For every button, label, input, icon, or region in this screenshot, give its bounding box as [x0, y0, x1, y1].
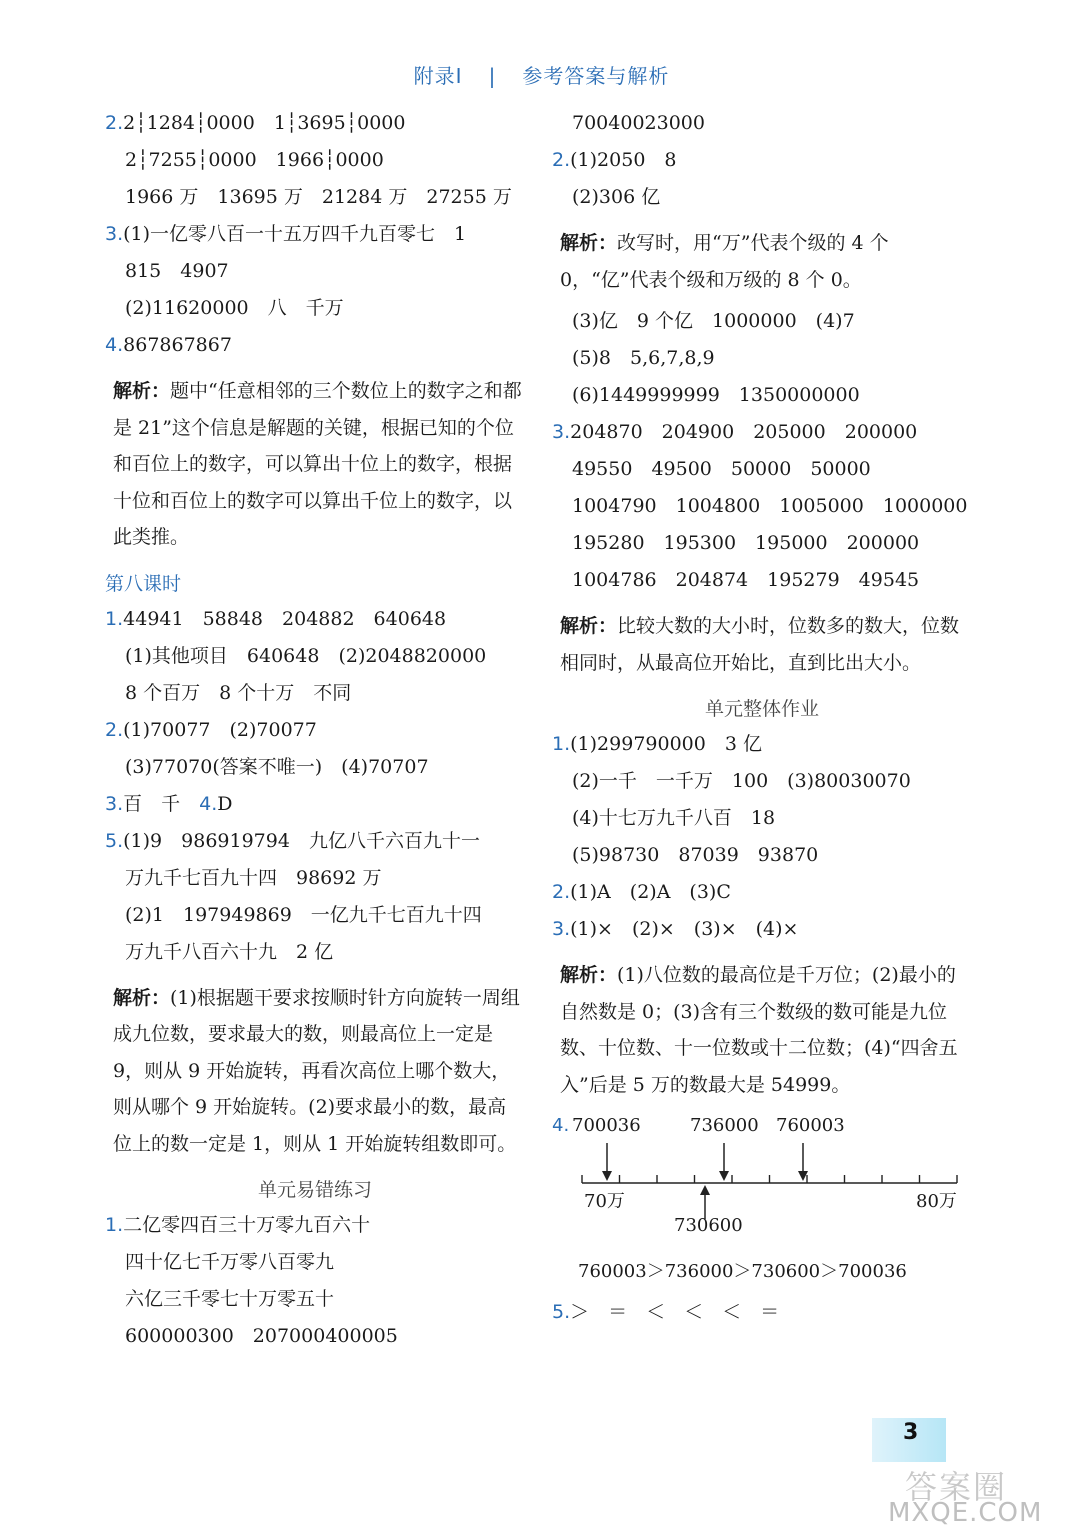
answer-text: (1)9 986919794 九亿八千六百九十一 — [123, 829, 480, 852]
answer-line — [552, 491, 972, 528]
answer-line — [105, 256, 525, 293]
answer-line — [105, 1321, 525, 1358]
question-number: 2. — [552, 149, 571, 171]
answer-line — [105, 752, 525, 789]
answer-line — [105, 900, 525, 937]
answers-block-1 — [105, 108, 525, 367]
answer-text: 1004786 204874 195279 49545 — [572, 569, 920, 591]
answer-text: (4)十七万九千八百 18 — [572, 807, 776, 829]
answer-line — [552, 565, 972, 602]
nl-top-label-2: 736000 — [690, 1115, 759, 1136]
answer-line — [105, 145, 525, 182]
answer-line — [105, 937, 525, 974]
question-number: 3. — [552, 918, 571, 940]
answer-text: (1)299790000 3 亿 — [570, 733, 762, 755]
question-number: 3. — [105, 792, 124, 815]
number-line-figure — [552, 1111, 972, 1311]
answer-line — [552, 306, 972, 343]
question-number: 1. — [105, 1214, 124, 1236]
answer-text: 600000300 207000400005 — [125, 1325, 398, 1347]
explanation-1: 解析：题中“任意相邻的三个数位上的数字之和都是 21”这个信息是解题的关键，根据已知的个位和百位上的数字，可以算出十位上的数字，根据十位和百位上的数字可以算出千位上的数字，以此类推。 — [113, 380, 522, 548]
nl-top-label-1: 700036 — [572, 1115, 641, 1136]
answer-line — [552, 528, 972, 565]
answer-line — [105, 1210, 525, 1247]
answer-text: 195280 195300 195000 200000 — [572, 532, 920, 554]
right-column — [552, 108, 972, 1334]
answer-text: 1004790 1004800 1005000 1000000 — [572, 495, 968, 517]
answers-block-r2 — [552, 306, 972, 602]
answer-line — [552, 417, 972, 454]
header-appendix: 附录Ⅰ — [413, 64, 463, 88]
answer-line — [552, 380, 972, 417]
arrowhead-736000 — [719, 1171, 729, 1181]
question-number: 5. — [105, 829, 124, 852]
watermark-url: MXQE.COM — [888, 1498, 1043, 1528]
answer-line — [552, 454, 972, 491]
answer-line — [105, 604, 525, 641]
answer-line — [105, 641, 525, 678]
question-number: 4. — [105, 334, 124, 356]
question-number: 3. — [552, 421, 571, 443]
arrowhead-700036 — [602, 1171, 612, 1181]
nl-bottom-label: 730600 — [674, 1215, 743, 1236]
answer-text: (3)77070(答案不唯一) (4)70707 — [125, 755, 429, 778]
question-number: 2. — [105, 718, 124, 741]
answer-text: (1)2050 8 — [570, 149, 677, 171]
arrowhead-730600 — [700, 1185, 710, 1195]
answer-text: 8 个百万 8 个十万 不同 — [125, 681, 352, 704]
answer-line — [105, 1284, 525, 1321]
answer-line — [552, 803, 972, 840]
explanation-r2: 解析：比较大数的大小时，位数多的数大，位数相同时，从最高位开始比，直到比出大小。 — [560, 615, 960, 674]
answer-line — [105, 182, 525, 219]
answer-text: 万九千八百六十九 2 亿 — [125, 940, 334, 963]
answer-line — [552, 840, 972, 877]
answer-line — [105, 330, 525, 367]
question-number: 3. — [105, 223, 124, 245]
nl-right-end: 80万 — [916, 1191, 957, 1212]
answer-text: 49550 49500 50000 50000 — [572, 458, 871, 480]
answer-line — [105, 293, 525, 330]
answers-block-r1 — [552, 108, 972, 219]
answer-line-q5: 5.＞ ＝ ＜ ＜ ＜ ＝ — [552, 1301, 780, 1323]
answer-text: D — [217, 792, 233, 815]
answer-line — [105, 789, 525, 826]
nl-left-end: 70万 — [584, 1191, 625, 1212]
answer-line — [105, 863, 525, 900]
answer-line — [552, 182, 972, 219]
answer-text: 百 千 — [123, 792, 200, 815]
comparison-answer: 760003＞736000＞730600＞700036 — [578, 1261, 907, 1282]
section-lesson-8: 第八课时 — [105, 572, 182, 595]
answer-text: 万九千七百九十四 98692 万 — [125, 866, 382, 889]
question-number: 2. — [105, 112, 124, 134]
answer-text: 二亿零四百三十万零九百六十 — [123, 1214, 371, 1236]
explanation-r1: 解析：改写时，用“万”代表个级的 4 个 0，“亿”代表个级和万级的 8 个 0。 — [560, 232, 889, 291]
answer-text: (2)306 亿 — [572, 186, 661, 208]
question-number: 1. — [552, 733, 571, 755]
answer-text: 815 4907 — [125, 260, 229, 282]
answer-text: (2)11620000 八 千万 — [125, 297, 344, 319]
number-line-svg — [552, 1111, 972, 1241]
answer-line — [552, 343, 972, 380]
answer-text: (6)1449999999 1350000000 — [572, 384, 860, 406]
answer-text: 2┆7255┆0000 1966┆0000 — [125, 149, 384, 171]
answer-line — [552, 145, 972, 182]
answer-line — [105, 715, 525, 752]
left-column — [105, 108, 525, 1358]
question-number: 4. — [552, 1115, 570, 1136]
answer-text: (1)其他项目 640648 (2)2048820000 — [125, 644, 487, 667]
answer-line — [105, 826, 525, 863]
page-number: 3 — [903, 1420, 919, 1445]
answer-line — [552, 729, 972, 766]
answer-line — [105, 1247, 525, 1284]
answer-text: 70040023000 — [572, 112, 705, 134]
answer-text: (5)8 5,6,7,8,9 — [572, 347, 715, 369]
answer-text: 六亿三千零七十万零五十 — [125, 1288, 335, 1310]
answer-text: 204870 204900 205000 200000 — [570, 421, 918, 443]
header-title: 参考答案与解析 — [522, 64, 670, 88]
nl-top-label-3: 760003 — [776, 1115, 845, 1136]
answers-block-3 — [105, 1210, 525, 1358]
answer-text: (1)70077 (2)70077 — [123, 718, 317, 741]
answer-line — [552, 108, 972, 145]
answer-text: 44941 58848 204882 640648 — [123, 607, 447, 630]
page-header: 附录Ⅰ | 参考答案与解析 — [413, 64, 670, 88]
answer-line — [105, 108, 525, 145]
answer-text: 2┆1284┆0000 1┆3695┆0000 — [123, 112, 406, 134]
answer-line — [552, 914, 972, 951]
question-number: 4. — [199, 792, 218, 815]
answer-text: (2)一千 一千万 100 (3)80030070 — [572, 770, 911, 792]
answer-text: (2)1 197949869 一亿九千七百九十四 — [125, 903, 482, 926]
section-unit-homework: 单元整体作业 — [704, 698, 819, 720]
answer-text: 四十亿七千万零八百零九 — [125, 1251, 335, 1273]
answers-block-2 — [105, 604, 525, 974]
answer-line — [105, 678, 525, 715]
section-unit-errors: 单元易错练习 — [257, 1179, 372, 1201]
explanation-2: 解析：(1)根据题干要求按顺时针方向旋转一周组成九位数，要求最大的数，则最高位上一定是 9，则从 9 开始旋转，再看次高位上哪个数大，则从哪个 9 开始旋转。(2)要求最小的数，最高位上的数一定是 1，则从 1 开始旋转组数即可。 — [113, 986, 520, 1155]
answer-line — [552, 766, 972, 803]
answers-block-r3 — [552, 729, 972, 951]
answer-text: (1)一亿零八百一十五万四千九百零七 1 — [123, 223, 467, 245]
question-number: 2. — [552, 881, 571, 903]
question-number: 1. — [105, 607, 124, 630]
answer-line — [552, 877, 972, 914]
answer-line — [105, 219, 525, 256]
explanation-r3: 解析：(1)八位数的最高位是千万位；(2)最小的自然数是 0；(3)含有三个数级的数可能是九位数、十位数、十一位数或十二位数；(4)“四舍五入”后是 5 万的数最大是 54999。 — [560, 964, 958, 1096]
answer-text: (1)× (2)× (3)× (4)× — [570, 918, 799, 940]
answer-text: (5)98730 87039 93870 — [572, 844, 819, 866]
answer-text: 867867867 — [123, 334, 232, 356]
answer-text: (3)亿 9 个亿 1000000 (4)7 — [572, 310, 855, 332]
answer-text: (1)A (2)A (3)C — [570, 881, 731, 903]
watermark-logo: 答案圈 — [905, 1468, 1008, 1506]
answer-text: 1966 万 13695 万 21284 万 27255 万 — [125, 186, 512, 208]
